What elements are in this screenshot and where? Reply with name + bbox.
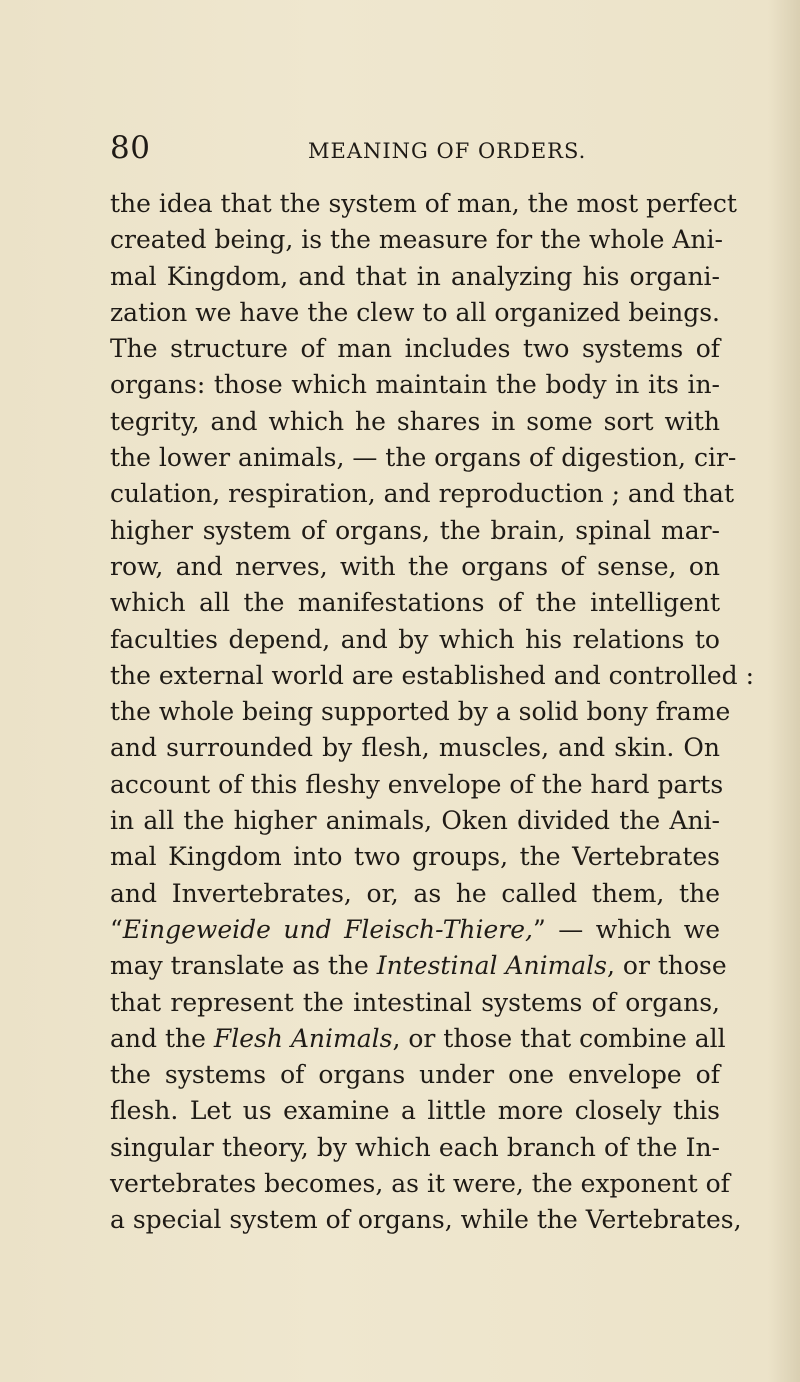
text-line-intestinal [110,948,727,984]
text-line: the lower animals, — the organs of digestion, cir- [110,443,737,473]
text-line: the external world are established and controlled : [110,660,755,690]
text-line: singular theory, by which each branch of the In- [110,1132,720,1162]
line-post: , or those that combine all [392,1023,726,1053]
intestinal-animals-term: Intestinal Animals [376,951,608,981]
text-line: faculties depend, and by which his relations to [110,624,720,654]
text-line: row, and nerves, with the organs of sense, on [110,551,720,581]
text-line: and surrounded by flesh, muscles, and skin. On [110,733,720,763]
page-number: 80 [110,130,151,166]
text-line: mal Kingdom, and that in analyzing his organi- [110,261,720,291]
close-quote: ” [532,914,546,944]
text-line: vertebrates becomes, as it were, the exponent of [110,1169,730,1199]
flesh-animals-term: Flesh Animals [213,1023,393,1053]
text-line: which all the manifestations of the intelligent [110,588,720,618]
german-term: Eingeweide und Fleisch-Thiere, [122,914,533,944]
text-line: organs: those which maintain the body in its in- [110,370,720,400]
body-text [110,186,755,1239]
text-line: tegrity, and which he shares in some sort with [110,406,720,436]
line-post: , or those [607,951,727,981]
text-line-german-term [110,912,720,948]
text-line: culation, respiration, and reproduction ; and that [110,479,734,509]
text-line: that represent the intestinal systems of organs, [110,987,720,1017]
text-line: zation we have the clew to all organized beings. [110,297,720,327]
text-line-flesh [110,1021,726,1057]
text-line: flesh. Let us examine a little more closely this [110,1096,720,1126]
text-line: the whole being supported by a solid bony frame [110,697,731,727]
line-pre: and the [110,1023,214,1053]
text-line: created being, is the measure for the whole Ani- [110,225,723,255]
text-line: the idea that the system of man, the most perfect [110,189,737,218]
page-header [110,130,750,173]
text-line: The structure of man includes two systems of [110,334,720,364]
line-pre: may translate as the [110,951,377,981]
line-rest: — which we [545,914,720,944]
text-line: and Invertebrates, or, as he called them, the [110,878,720,908]
text-line: account of this fleshy envelope of the hard parts [110,769,724,799]
text-line: mal Kingdom into two groups, the Vertebrates [110,842,720,872]
running-head: MEANING OF ORDERS. [308,139,587,163]
text-line: the systems of organs under one envelope of [110,1060,720,1090]
text-line: higher system of organs, the brain, spinal mar- [110,515,720,545]
open-quote: “ [110,914,123,944]
text-line: a special system of organs, while the Vertebrates, [110,1205,742,1235]
text-line: in all the higher animals, Oken divided the Ani- [110,806,720,836]
